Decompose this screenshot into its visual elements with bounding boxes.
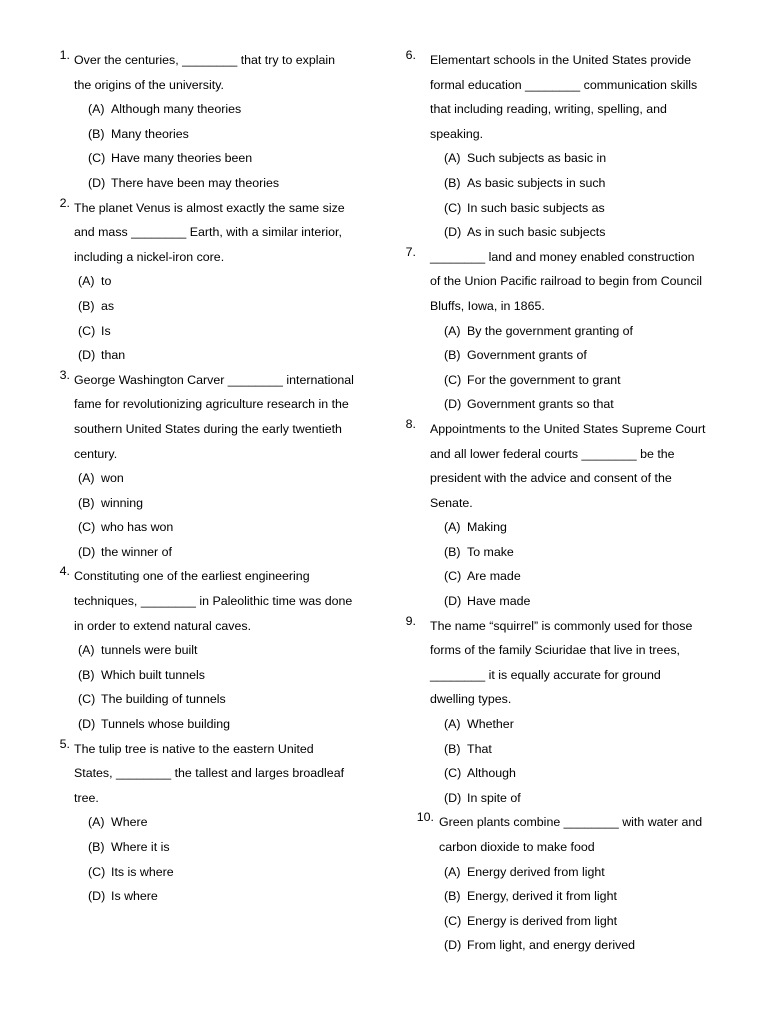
question-4 bbox=[48, 564, 378, 736]
answer-option bbox=[88, 146, 378, 171]
question-5 bbox=[48, 737, 378, 909]
question-3 bbox=[48, 368, 378, 565]
question-text-line: the origins of the university. bbox=[74, 77, 224, 92]
option-text: Energy is derived from light bbox=[467, 913, 618, 928]
answer-option bbox=[88, 97, 378, 122]
question-text-line: Appointments to the United States Supreme Court bbox=[430, 421, 706, 436]
answer-option bbox=[88, 122, 378, 147]
option-letter: (C) bbox=[444, 569, 462, 584]
question-text-line: The tulip tree is native to the eastern United bbox=[74, 741, 314, 756]
question-text-line: The planet Venus is almost exactly the same size bbox=[74, 200, 345, 215]
answer-option bbox=[444, 564, 734, 589]
option-text: as bbox=[101, 298, 115, 313]
answer-option bbox=[78, 466, 378, 491]
question-number: 1. bbox=[59, 48, 70, 62]
question-text-line: century. bbox=[74, 446, 118, 461]
question-1 bbox=[48, 48, 378, 196]
question-number: 10. bbox=[416, 810, 434, 825]
option-letter: (B) bbox=[444, 544, 461, 559]
question-text-line: and mass ________ Earth, with a similar interior, bbox=[74, 225, 342, 240]
answer-option bbox=[444, 515, 734, 540]
option-text: Energy, derived it from light bbox=[467, 889, 617, 904]
option-letter: (C) bbox=[88, 151, 106, 166]
option-letter: (C) bbox=[444, 913, 462, 928]
option-letter: (B) bbox=[444, 889, 461, 904]
option-letter: (D) bbox=[444, 594, 462, 609]
option-letter: (C) bbox=[78, 520, 96, 535]
option-text: won bbox=[101, 471, 124, 486]
option-letter: (D) bbox=[444, 790, 462, 805]
option-text: In such basic subjects as bbox=[467, 200, 605, 215]
answer-options bbox=[444, 146, 734, 244]
option-text: That bbox=[467, 741, 492, 756]
question-text-line: Senate. bbox=[430, 495, 473, 510]
question-text-line: that including reading, writing, spelling, and bbox=[430, 102, 667, 117]
answer-option bbox=[78, 294, 378, 319]
option-letter: (A) bbox=[78, 471, 95, 486]
option-letter: (C) bbox=[444, 766, 462, 781]
answer-option bbox=[88, 171, 378, 196]
option-text: than bbox=[101, 348, 126, 363]
option-letter: (B) bbox=[78, 298, 95, 313]
option-text: Many theories bbox=[111, 126, 189, 141]
option-letter: (A) bbox=[78, 643, 95, 658]
option-letter: (A) bbox=[444, 717, 461, 732]
question-text-line: ________ land and money enabled construction bbox=[430, 249, 695, 264]
question-10 bbox=[404, 810, 734, 958]
option-letter: (A) bbox=[444, 864, 461, 879]
answer-option bbox=[444, 761, 734, 786]
option-letter: (D) bbox=[88, 889, 106, 904]
question-number: 6. bbox=[405, 48, 416, 62]
option-text: In spite of bbox=[467, 790, 521, 805]
question-text-line: fame for revolutionizing agriculture research in the bbox=[74, 397, 349, 412]
option-letter: (B) bbox=[78, 495, 95, 510]
option-letter: (D) bbox=[444, 397, 462, 412]
option-letter: (C) bbox=[78, 692, 96, 707]
option-letter: (B) bbox=[88, 840, 105, 854]
question-text-line: Over the centuries, ________ that try to explain bbox=[74, 53, 336, 67]
question-text-line: States, ________ the tallest and larges broadleaf bbox=[74, 766, 345, 781]
answer-option bbox=[78, 540, 378, 565]
option-text: Government grants so that bbox=[467, 397, 614, 412]
answer-option bbox=[444, 220, 734, 245]
option-letter: (A) bbox=[88, 815, 105, 830]
question-9 bbox=[404, 614, 734, 811]
question-text-line: techniques, ________ in Paleolithic time was done bbox=[74, 594, 353, 609]
option-text: winning bbox=[101, 495, 144, 510]
option-text: tunnels were built bbox=[101, 643, 198, 658]
answer-options bbox=[78, 269, 378, 367]
option-letter: (A) bbox=[444, 151, 461, 166]
question-text-line: George Washington Carver ________ international bbox=[74, 372, 354, 387]
option-letter: (B) bbox=[88, 126, 105, 141]
answer-option bbox=[78, 638, 378, 663]
option-letter: (B) bbox=[444, 348, 461, 363]
option-text: Although many theories bbox=[111, 102, 242, 117]
question-number: 2. bbox=[59, 195, 70, 210]
question-text-line: speaking. bbox=[430, 126, 484, 141]
option-letter: (B) bbox=[78, 667, 95, 682]
answer-option bbox=[78, 491, 378, 516]
option-text: Government grants of bbox=[467, 348, 587, 363]
question-text-line: of the Union Pacific railroad to begin from Council bbox=[430, 274, 703, 289]
option-letter: (D) bbox=[444, 938, 462, 953]
option-letter: (B) bbox=[444, 741, 461, 756]
answer-options bbox=[88, 810, 378, 908]
option-text: As basic subjects in such bbox=[467, 175, 606, 190]
answer-option bbox=[444, 146, 734, 171]
option-text: From light, and energy derived bbox=[467, 938, 636, 953]
question-number: 3. bbox=[59, 367, 70, 382]
answer-option bbox=[444, 712, 734, 737]
answer-option bbox=[444, 786, 734, 811]
option-text: Energy derived from light bbox=[467, 864, 605, 879]
question-number: 5. bbox=[59, 736, 70, 751]
question-text-line: Bluffs, Iowa, in 1865. bbox=[430, 298, 545, 313]
question-number: 9. bbox=[405, 613, 416, 628]
answer-option bbox=[444, 909, 734, 934]
answer-option bbox=[444, 933, 734, 958]
question-text-line: in order to extend natural caves. bbox=[74, 618, 252, 633]
question-number: 8. bbox=[405, 416, 416, 431]
option-letter: (D) bbox=[78, 717, 96, 732]
option-text: Making bbox=[467, 520, 507, 535]
answer-option bbox=[444, 319, 734, 344]
question-text-line: president with the advice and consent of the bbox=[430, 471, 672, 486]
option-text: There have been may theories bbox=[111, 175, 280, 190]
right-column bbox=[404, 48, 734, 958]
option-letter: (C) bbox=[88, 864, 106, 879]
answer-options bbox=[88, 97, 378, 195]
option-text: who has won bbox=[101, 520, 174, 535]
option-text: By the government granting of bbox=[467, 323, 633, 338]
question-2 bbox=[48, 196, 378, 368]
question-text-line: carbon dioxide to make food bbox=[439, 840, 595, 854]
question-7 bbox=[404, 245, 734, 417]
answer-option bbox=[444, 884, 734, 909]
option-text: Have many theories been bbox=[111, 151, 253, 166]
answer-option bbox=[78, 712, 378, 737]
answer-option bbox=[78, 343, 378, 368]
question-number: 7. bbox=[405, 244, 416, 259]
option-text: Have made bbox=[467, 594, 531, 609]
question-6 bbox=[404, 48, 734, 245]
option-text: Is where bbox=[111, 889, 158, 904]
answer-option bbox=[88, 835, 378, 860]
answer-option bbox=[444, 737, 734, 762]
option-text: The building of tunnels bbox=[101, 692, 226, 707]
question-text-line: ________ it is equally accurate for ground bbox=[430, 667, 661, 682]
answer-option bbox=[444, 589, 734, 614]
answer-option bbox=[78, 687, 378, 712]
answer-option bbox=[78, 515, 378, 540]
answer-option bbox=[444, 368, 734, 393]
answer-option bbox=[444, 171, 734, 196]
option-text: Where bbox=[111, 815, 148, 830]
question-text-line: Green plants combine ________ with water and bbox=[439, 815, 703, 830]
question-text-line: and all lower federal courts ________ be the bbox=[430, 446, 675, 461]
answer-options bbox=[444, 860, 734, 958]
answer-option bbox=[88, 884, 378, 909]
question-text-line: forms of the family Sciuridae that live in trees, bbox=[430, 643, 680, 658]
option-letter: (C) bbox=[444, 200, 462, 215]
option-letter: (A) bbox=[444, 323, 461, 338]
option-letter: (D) bbox=[444, 225, 462, 240]
option-letter: (C) bbox=[444, 372, 462, 387]
option-text: Its is where bbox=[111, 864, 174, 879]
option-text: Is bbox=[101, 323, 111, 338]
question-text-line: formal education ________ communication skills bbox=[430, 77, 698, 92]
question-text-line: including a nickel-iron core. bbox=[74, 249, 225, 264]
option-letter: (B) bbox=[444, 175, 461, 190]
option-letter: (D) bbox=[78, 348, 96, 363]
question-text-line: The name “squirrel” is commonly used for those bbox=[430, 618, 693, 633]
option-text: Such subjects as basic in bbox=[467, 151, 607, 166]
answer-option bbox=[88, 810, 378, 835]
option-text: Which built tunnels bbox=[101, 667, 205, 682]
answer-option bbox=[78, 663, 378, 688]
option-text: Where it is bbox=[111, 840, 170, 854]
question-text-line: dwelling types. bbox=[430, 692, 512, 707]
option-text: Are made bbox=[467, 569, 521, 584]
question-text-line: southern United States during the early twentieth bbox=[74, 421, 342, 436]
option-text: to bbox=[101, 274, 112, 289]
answer-options bbox=[444, 515, 734, 613]
answer-option bbox=[78, 319, 378, 344]
answer-option bbox=[444, 540, 734, 565]
question-number: 4. bbox=[59, 564, 70, 579]
answer-options bbox=[444, 319, 734, 417]
option-letter: (C) bbox=[78, 323, 96, 338]
answer-options bbox=[78, 466, 378, 564]
option-letter: (A) bbox=[444, 520, 461, 535]
question-8 bbox=[404, 417, 734, 614]
option-letter: (D) bbox=[88, 175, 106, 190]
answer-option bbox=[444, 196, 734, 221]
option-text: For the government to grant bbox=[467, 372, 621, 387]
option-text: Tunnels whose building bbox=[101, 717, 231, 732]
option-letter: (A) bbox=[88, 102, 105, 117]
question-text-line: Elementart schools in the United States provide bbox=[430, 53, 692, 67]
option-text: Whether bbox=[467, 717, 514, 732]
answer-option bbox=[78, 269, 378, 294]
answer-option bbox=[444, 860, 734, 885]
answer-option bbox=[444, 392, 734, 417]
option-text: As in such basic subjects bbox=[467, 225, 606, 240]
answer-option bbox=[88, 860, 378, 885]
answer-options bbox=[78, 638, 378, 736]
answer-options bbox=[444, 712, 734, 810]
left-column bbox=[48, 48, 378, 909]
option-letter: (A) bbox=[78, 274, 95, 289]
option-text: the winner of bbox=[101, 544, 172, 559]
question-text-line: tree. bbox=[74, 790, 99, 805]
option-letter: (D) bbox=[78, 544, 96, 559]
option-text: To make bbox=[467, 544, 514, 559]
answer-option bbox=[444, 343, 734, 368]
option-text: Although bbox=[467, 766, 516, 781]
question-text-line: Constituting one of the earliest engineering bbox=[74, 569, 310, 584]
